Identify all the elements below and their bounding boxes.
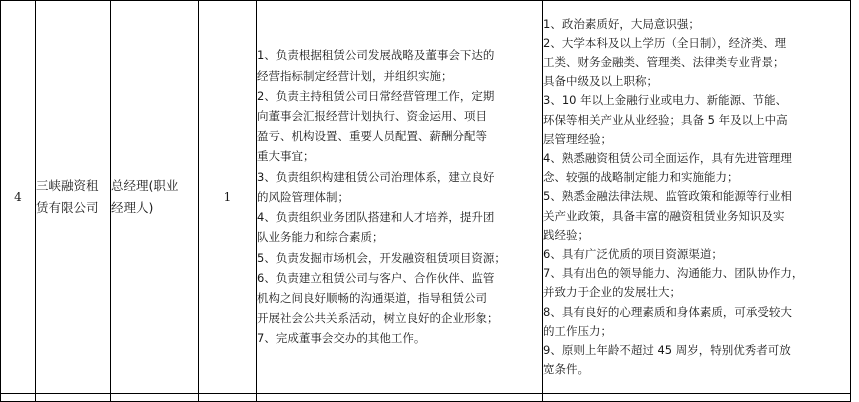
company-name-line: 三峡融资租: [36, 178, 99, 193]
position-title-line: 总经理(职业: [111, 178, 179, 193]
duty-line: 盈亏、机构设置、重要人员配置、薪酬分配等: [257, 129, 487, 144]
duty-line: 经营指标制定经营计划，并组织实施；: [257, 68, 453, 83]
duty-line: 1、负责根据租赁公司发展战略及董事会下达的: [257, 48, 495, 63]
empty-cell: [543, 394, 851, 402]
requirement-line: 4、熟悉融资租赁公司全面运作，具有先进管理理: [543, 150, 792, 165]
duty-line: 6、负责建立租赁公司与客户、合作伙伴、监管: [257, 270, 495, 285]
duty-line: 2、负责主持租赁公司日常经营管理工作，定期: [257, 88, 495, 103]
requirement-line: 环保等相关产业从业经验；具备 5 年及以上中高: [543, 112, 788, 127]
duty-line: 3、负责组织构建租赁公司治理体系，建立良好: [257, 169, 495, 184]
requirement-line: 关产业政策，具备丰富的融资租赁业务知识及实: [543, 208, 785, 223]
duty-line: 队业务能力和综合素质；: [257, 230, 384, 245]
requirement-line: 8、具有良好的心理素质和身体素质，可承受较大: [543, 304, 792, 319]
duty-line: 4、负责组织业务团队搭建和人才培养，提升团: [257, 210, 495, 225]
requirement-line: 5、熟悉金融法律法规、监管政策和能源等行业相: [543, 189, 792, 204]
position-title-line: 经理人): [111, 200, 154, 215]
requirement-line: 2、大学本科及以上学历（全日制），经济类、理: [543, 35, 787, 50]
duty-line: 7、完成董事会交办的其他工作。: [257, 331, 426, 346]
requirement-line: 的工作压力；: [543, 323, 612, 338]
empty-cell: [36, 394, 111, 402]
duty-line: 机构之间良好顺畅的沟通渠道，指导租赁公司: [257, 290, 487, 305]
empty-cell: [199, 394, 257, 402]
duty-line: 向董事会汇报经营计划执行、资金运用、项目: [257, 109, 487, 124]
duty-line: 开展社会公共关系活动，树立良好的企业形象；: [257, 311, 499, 326]
requirement-line: 宽条件。: [543, 362, 589, 377]
position-title-cell: [111, 1, 199, 394]
duties-cell: [257, 1, 543, 394]
next-table-row: [1, 394, 851, 402]
requirements-cell: [543, 1, 851, 394]
empty-cell: [1, 394, 36, 402]
requirement-line: 并致力于企业的发展壮大；: [543, 285, 681, 300]
duty-line: 5、负责发掘市场机会，开发融资租赁项目资源；: [257, 250, 506, 265]
requirement-line: 践经验；: [543, 227, 589, 242]
requirement-line: 工类、财务金融类、管理类、法律类专业背景；: [543, 54, 785, 69]
company-name-cell: [36, 1, 111, 394]
requirement-line: 7、具有出色的领导能力、沟通能力、团队协作力，: [543, 266, 804, 281]
duty-line: 重大事宜；: [257, 149, 315, 164]
requirement-line: 具备中级及以上职称；: [543, 74, 658, 89]
company-name-line: 赁有限公司: [36, 200, 99, 215]
table-row: [1, 1, 851, 394]
requirement-line: 层管理经验；: [543, 131, 612, 146]
row-number-cell: 4: [1, 1, 36, 394]
headcount-cell: 1: [199, 1, 257, 394]
empty-cell: [257, 394, 543, 402]
duty-line: 的风险管理体制；: [257, 189, 349, 204]
empty-cell: [111, 394, 199, 402]
requirement-line: 9、原则上年龄不超过 45 周岁，特别优秀者可放: [543, 343, 791, 358]
requirement-line: 念、较强的战略制定能力和实施能力；: [543, 170, 739, 185]
requirement-line: 1、政治素质好，大局意识强；: [543, 16, 700, 31]
requirement-line: 6、具有广泛优质的项目资源渠道；: [543, 247, 723, 261]
requirement-line: 3、10 年以上金融行业或电力、新能源、节能、: [543, 93, 788, 108]
